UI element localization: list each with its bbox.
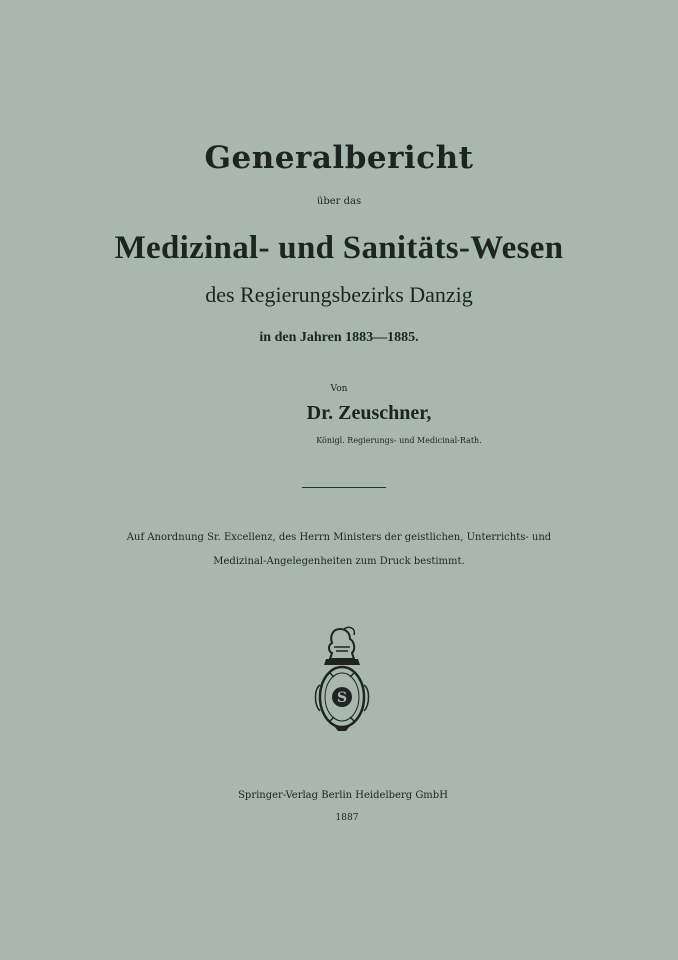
title-connector: über das	[316, 196, 362, 207]
title-line-main: Medizinal- und Sanitäts-Wesen	[114, 230, 564, 266]
title-line-generalbericht: Generalbericht	[204, 140, 474, 176]
publication-year: 1887	[335, 813, 359, 823]
divider-rule	[302, 487, 386, 488]
title-line-years: in den Jahren 1883—1885.	[259, 330, 419, 345]
seal-letter: S	[336, 690, 348, 706]
publisher-name: Springer-Verlag Berlin Heidelberg GmbH	[238, 790, 448, 801]
title-line-region: des Regierungsbezirks Danzig	[205, 282, 473, 307]
by-label: Von	[330, 384, 348, 394]
dedication-line-2: Medizinal-Angelegenheiten zum Druck bestimmt.	[213, 556, 465, 567]
author-name: Dr. Zeuschner,	[306, 402, 432, 424]
dedication-line-1: Auf Anordnung Sr. Excellenz, des Herrn Ministers der geistlichen, Unterrichts- und	[126, 532, 552, 543]
springer-knight-seal-icon	[310, 625, 374, 733]
author-title: Königl. Regierungs- und Medicinal-Rath.	[316, 436, 482, 445]
